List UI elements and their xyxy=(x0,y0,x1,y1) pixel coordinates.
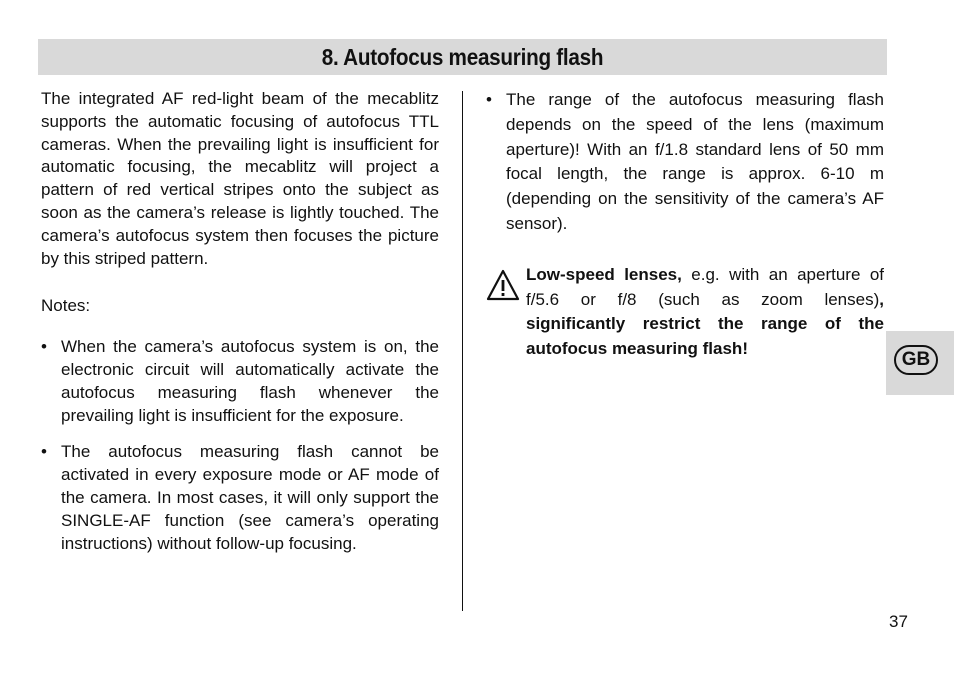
page-title: 8. Autofocus measuring flash xyxy=(321,44,604,70)
warning-triangle-icon xyxy=(486,269,520,301)
list-item-text: The autofocus measuring flash cannot be activated in every exposure mode or AF mode of the camera. In most cases, it will only support the SINGLE-AF function (see camera’s operating instructions) without follow-up focusing. xyxy=(61,442,439,553)
bullet-icon: • xyxy=(41,337,47,357)
list-item-text: When the camera’s autofocus system is on, the electronic circuit will automatically activate the autofocus measuring flash whenever the prevailing light is insufficient for the exposure. xyxy=(61,337,439,425)
language-badge: GB xyxy=(894,345,938,375)
bullet-icon: • xyxy=(41,442,47,462)
list-item xyxy=(41,441,439,555)
language-tab xyxy=(886,331,954,395)
section-title-bar xyxy=(38,39,887,75)
notes-label: Notes: xyxy=(41,296,91,316)
left-column xyxy=(41,88,439,555)
list-item-text: The range of the autofocus measuring flash depends on the speed of the lens (maximum aperture)! With an f/1.8 standard lens of 50 mm focal length, the range is approx. 6-10 m (depending on the sensitivity of the camera’s AF sensor). xyxy=(506,90,884,233)
intro-paragraph: The integrated AF red-light beam of the mecablitz supports the automatic focusing of autofocus TTL cameras. When the prevailing light is insufficient for automatic focusing, the mecablitz will project a pattern of red vertical stripes onto the subject as soon as the camera’s release is lightly touched. The camera’s autofocus system then focuses the picture by this striped pattern. xyxy=(41,89,439,268)
list-item xyxy=(486,88,884,237)
list-item xyxy=(41,336,439,427)
bullet-icon: • xyxy=(486,90,492,109)
warning-emphasis: , significantly restrict the range of the autofocus measuring flash! xyxy=(526,289,884,359)
right-column xyxy=(486,88,884,362)
warning-text: e.g. with an aperture of f/5.6 or f/8 (such as zoom lenses) xyxy=(526,264,884,309)
column-divider xyxy=(462,91,463,611)
page-number: 37 xyxy=(889,612,908,631)
warning-note xyxy=(486,263,884,362)
warning-lead: Low-speed lenses, xyxy=(526,264,682,284)
